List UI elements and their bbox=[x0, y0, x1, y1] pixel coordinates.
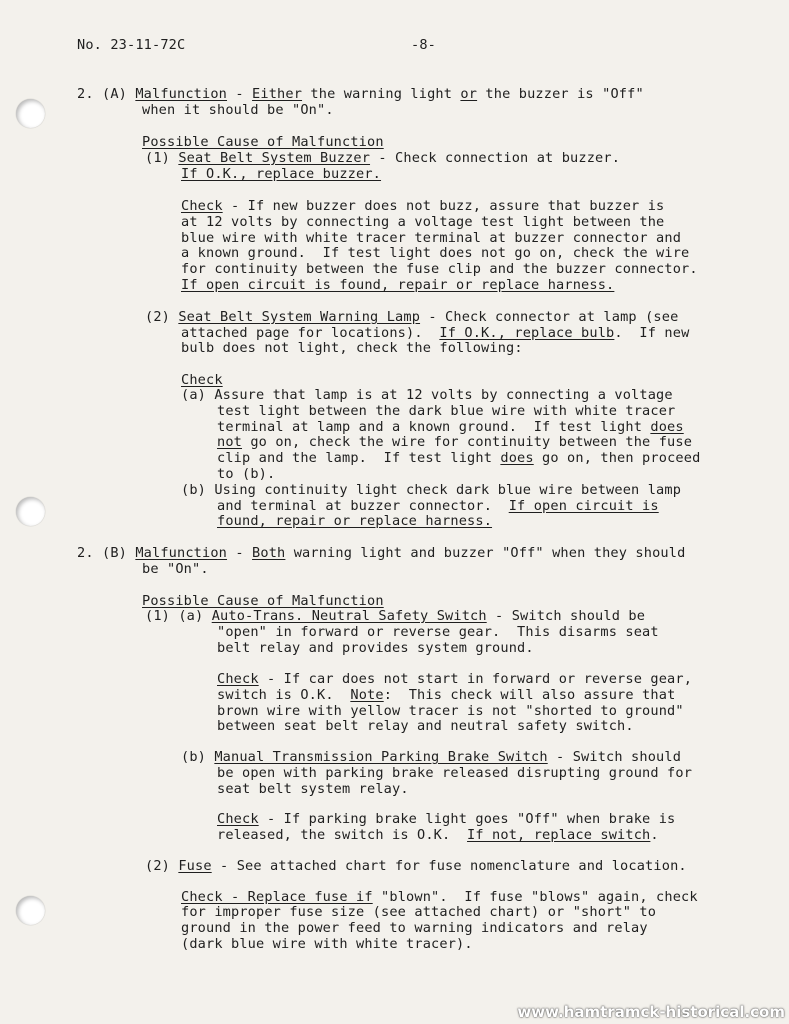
text-segment: test light between the dark blue wire with white tracer bbox=[217, 403, 676, 419]
underlined-text: does bbox=[500, 450, 534, 466]
text-segment: be open with parking brake released disrupting ground for bbox=[217, 765, 693, 781]
text-segment: be "On". bbox=[142, 561, 209, 577]
text-line bbox=[181, 372, 223, 388]
underlined-text: If open circuit is found, repair or replace harness. bbox=[181, 277, 615, 293]
text-line bbox=[181, 198, 664, 214]
text-line bbox=[217, 718, 634, 734]
text-line bbox=[181, 245, 689, 261]
text-segment: - If parking brake light goes "Off" when brake is bbox=[258, 811, 676, 827]
text-line bbox=[217, 703, 684, 719]
text-line bbox=[181, 166, 381, 182]
text-segment: between seat belt relay and neutral safety switch. bbox=[217, 718, 634, 734]
text-segment: go on, then proceed bbox=[533, 450, 701, 466]
text-segment: "open" in forward or reverse gear. This disarms seat bbox=[217, 624, 659, 640]
binder-hole-top bbox=[16, 99, 45, 128]
text-line bbox=[145, 309, 678, 325]
text-segment: - bbox=[227, 545, 253, 561]
text-segment: (b) Using continuity light check dark blue wire between lamp bbox=[181, 482, 682, 498]
underlined-text: Seat Belt System Buzzer bbox=[178, 150, 371, 166]
text-segment: "blown". If fuse "blows" again, check bbox=[372, 889, 698, 905]
text-segment: (1) (a) bbox=[145, 608, 212, 624]
text-segment: to (b). bbox=[217, 466, 276, 482]
text-line bbox=[181, 482, 681, 498]
underlined-text: Check bbox=[217, 811, 259, 827]
underlined-text: or bbox=[460, 86, 478, 102]
text-segment: - If new buzzer does not buzz, assure that buzzer is bbox=[222, 198, 665, 214]
text-segment: - bbox=[227, 86, 253, 102]
text-line bbox=[181, 230, 681, 246]
text-line bbox=[217, 403, 675, 419]
underlined-text: Both bbox=[252, 545, 286, 561]
text-segment: warning light and buzzer "Off" when they should bbox=[285, 545, 686, 561]
text-segment: terminal at lamp and a known ground. If test light bbox=[217, 419, 651, 435]
underlined-text: does bbox=[650, 419, 684, 435]
underlined-text: Manual Transmission Parking Brake Switch bbox=[214, 749, 548, 765]
text-segment: the buzzer is "Off" bbox=[477, 86, 644, 102]
text-segment: : This check will also assure that bbox=[383, 687, 676, 703]
text-line bbox=[181, 340, 523, 356]
text-segment: attached page for locations). bbox=[181, 325, 440, 341]
text-line bbox=[145, 858, 687, 874]
text-line bbox=[77, 545, 685, 561]
underlined-text: Possible Cause of Malfunction bbox=[142, 593, 384, 609]
underlined-text: Fuse bbox=[178, 858, 212, 874]
text-segment: brown wire with yellow tracer is not "shorted to ground" bbox=[217, 703, 684, 719]
text-line bbox=[142, 593, 384, 609]
text-line bbox=[181, 749, 681, 765]
text-segment: . bbox=[650, 827, 659, 843]
text-line bbox=[217, 513, 492, 529]
text-line bbox=[181, 904, 656, 920]
underlined-text: Seat Belt System Warning Lamp bbox=[178, 309, 421, 325]
text-line bbox=[217, 765, 692, 781]
text-segment: 2. (B) bbox=[77, 545, 136, 561]
text-segment: a known ground. If test light does not go on, check the wire bbox=[181, 245, 690, 261]
text-line bbox=[411, 37, 436, 53]
underlined-text: Either bbox=[252, 86, 303, 102]
text-line bbox=[181, 277, 614, 293]
underlined-text: If open circuit is bbox=[508, 498, 659, 514]
text-line bbox=[77, 37, 185, 53]
text-segment: No. 23-11-72C bbox=[77, 37, 186, 53]
text-segment: - Switch should be bbox=[486, 608, 646, 624]
text-line bbox=[217, 624, 659, 640]
text-segment: (b) bbox=[181, 749, 215, 765]
text-segment: 2. (A) bbox=[77, 86, 136, 102]
text-line bbox=[145, 150, 620, 166]
text-line bbox=[217, 640, 534, 656]
underlined-text: If O.K., replace buzzer. bbox=[181, 166, 382, 182]
text-line bbox=[181, 325, 689, 341]
underlined-text: Malfunction bbox=[135, 86, 228, 102]
text-line bbox=[181, 936, 473, 952]
text-segment: released, the switch is O.K. bbox=[217, 827, 468, 843]
text-segment: when it should be "On". bbox=[142, 102, 334, 118]
text-segment: and terminal at buzzer connector. bbox=[217, 498, 509, 514]
text-segment: - Switch should bbox=[547, 749, 682, 765]
text-line bbox=[217, 419, 684, 435]
text-line bbox=[217, 781, 409, 797]
text-segment: go on, check the wire for continuity between the fuse bbox=[242, 434, 693, 450]
text-segment: the warning light bbox=[302, 86, 461, 102]
text-segment: for continuity between the fuse clip and the buzzer connector. bbox=[181, 261, 698, 277]
underlined-text: Auto-Trans. Neutral Safety Switch bbox=[211, 608, 487, 624]
underlined-text: Check - Replace fuse if bbox=[181, 889, 373, 905]
underlined-text: If O.K., replace bulb bbox=[439, 325, 615, 341]
text-line bbox=[217, 466, 275, 482]
text-segment: (dark blue wire with white tracer). bbox=[181, 936, 473, 952]
text-segment: for improper fuse size (see attached chart) or "short" to bbox=[181, 904, 657, 920]
text-segment: (a) Assure that lamp is at 12 volts by connecting a voltage bbox=[181, 387, 673, 403]
text-segment: - Check connector at lamp (see bbox=[420, 309, 679, 325]
text-segment: at 12 volts by connecting a voltage test light between the bbox=[181, 214, 665, 230]
text-line bbox=[217, 450, 700, 466]
text-line bbox=[217, 498, 659, 514]
text-line bbox=[217, 811, 675, 827]
text-line bbox=[181, 889, 698, 905]
text-segment: seat belt system relay. bbox=[217, 781, 409, 797]
text-line bbox=[181, 261, 698, 277]
underlined-text: Malfunction bbox=[135, 545, 228, 561]
text-segment: belt relay and provides system ground. bbox=[217, 640, 534, 656]
text-line bbox=[142, 134, 384, 150]
text-segment: (2) bbox=[145, 309, 179, 325]
text-line bbox=[181, 920, 648, 936]
underlined-text: Check bbox=[181, 372, 223, 388]
watermark: www.hamtramck-historical.com bbox=[517, 1003, 785, 1021]
underlined-text: Check bbox=[181, 198, 223, 214]
text-line bbox=[145, 608, 645, 624]
underlined-text: found, repair or replace harness. bbox=[217, 513, 493, 529]
text-segment: . If new bbox=[614, 325, 690, 341]
text-line bbox=[77, 86, 644, 102]
underlined-text: Check bbox=[217, 671, 259, 687]
text-line bbox=[142, 102, 334, 118]
text-segment: (1) bbox=[145, 150, 179, 166]
text-segment: -8- bbox=[411, 37, 437, 53]
text-segment: - Check connection at buzzer. bbox=[370, 150, 621, 166]
text-segment: ground in the power feed to warning indicators and relay bbox=[181, 920, 648, 936]
text-segment: (2) bbox=[145, 858, 179, 874]
text-line bbox=[142, 561, 209, 577]
text-segment: clip and the lamp. If test light bbox=[217, 450, 501, 466]
text-line bbox=[217, 687, 675, 703]
underlined-text: Note bbox=[350, 687, 384, 703]
text-segment: bulb does not light, check the following: bbox=[181, 340, 523, 356]
text-segment: - If car does not start in forward or reverse gear, bbox=[258, 671, 693, 687]
underlined-text: If not, replace switch bbox=[467, 827, 651, 843]
text-line bbox=[217, 434, 692, 450]
text-segment: switch is O.K. bbox=[217, 687, 351, 703]
text-segment: - See attached chart for fuse nomenclature and location. bbox=[211, 858, 687, 874]
text-line bbox=[181, 214, 664, 230]
text-line bbox=[217, 827, 659, 843]
text-line bbox=[217, 671, 692, 687]
text-line bbox=[181, 387, 673, 403]
binder-hole-bottom bbox=[16, 896, 45, 925]
underlined-text: not bbox=[217, 434, 243, 450]
text-segment: blue wire with white tracer terminal at buzzer connector and bbox=[181, 230, 682, 246]
binder-hole-middle bbox=[16, 497, 45, 526]
underlined-text: Possible Cause of Malfunction bbox=[142, 134, 384, 150]
